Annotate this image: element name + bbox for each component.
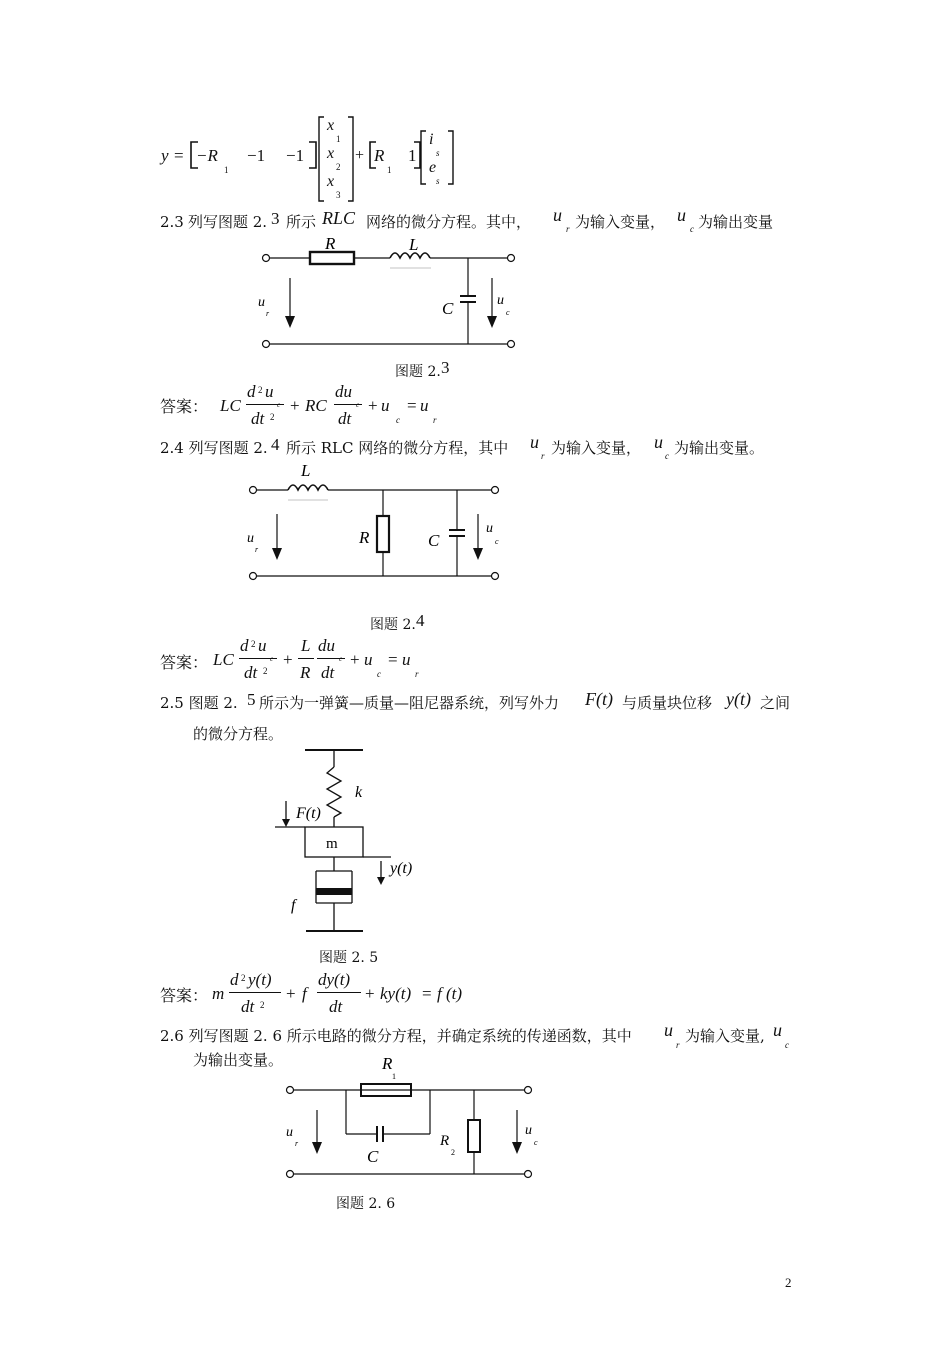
ans-eq: = bbox=[422, 984, 432, 1003]
label-ur: u bbox=[258, 295, 265, 310]
problem-text: 2.4 列写图题 2. bbox=[160, 439, 268, 457]
problem-text: 网络的微分方程。其中， bbox=[366, 213, 532, 231]
ans-ur: u bbox=[420, 396, 429, 415]
ans-eq: = bbox=[407, 396, 417, 415]
var-sub: c bbox=[665, 451, 669, 461]
ans-uc-sub: c bbox=[396, 415, 400, 425]
var-sub: c bbox=[690, 224, 694, 234]
ans-du: du bbox=[335, 382, 352, 401]
label-y: y(t) bbox=[390, 860, 413, 877]
row2-R: R bbox=[374, 146, 385, 165]
ans-LC: LC bbox=[220, 396, 241, 415]
answer-label: 答案： bbox=[160, 653, 209, 672]
page-number: 2 bbox=[785, 1275, 792, 1290]
es: e bbox=[429, 159, 437, 176]
ans-plus: + bbox=[283, 650, 293, 669]
answer-label: 答案： bbox=[160, 397, 209, 416]
problem-number: 2.3 bbox=[160, 213, 184, 231]
matrix-entry-neg-1b: −1 bbox=[286, 146, 305, 165]
ans-two: 2 bbox=[260, 1000, 265, 1010]
label-R2: R bbox=[440, 1133, 450, 1149]
ans-two: 2 bbox=[263, 666, 268, 676]
mechanical-figure-2-5 bbox=[270, 745, 430, 945]
problem-text: 之间 bbox=[760, 694, 791, 712]
ans-du: du bbox=[318, 636, 335, 655]
ans-plus: + bbox=[368, 396, 378, 415]
figure-caption-num: 3 bbox=[441, 358, 450, 377]
label-ur-sub: r bbox=[295, 1139, 299, 1148]
x3-sub: 3 bbox=[336, 190, 341, 200]
eq-y: y bbox=[161, 146, 169, 165]
ans-plus: + bbox=[365, 984, 375, 1003]
figure-caption-num: 4 bbox=[416, 611, 425, 630]
label-uc: u bbox=[486, 521, 493, 536]
figure-caption: 图题 2. 5 bbox=[319, 950, 379, 966]
ans-ur: u bbox=[402, 650, 411, 669]
label-f: f bbox=[291, 897, 296, 914]
label-k: k bbox=[355, 784, 363, 801]
matrix-entry-neg-1a: −1 bbox=[247, 146, 266, 165]
label-uc-sub: c bbox=[534, 1138, 538, 1147]
problem-text: 列写图题 2. bbox=[188, 213, 268, 231]
label-C: C bbox=[367, 1147, 379, 1166]
ans-c: c bbox=[277, 401, 281, 409]
fraction-bar bbox=[229, 992, 281, 993]
var-u: u bbox=[773, 1020, 782, 1040]
problem-text: 为输入变量, bbox=[685, 1027, 765, 1045]
var-sub: c bbox=[785, 1040, 789, 1050]
circuit-figure-2-3 bbox=[255, 236, 525, 354]
es-sub: s bbox=[436, 176, 440, 186]
label-ur: u bbox=[247, 531, 254, 546]
ans-R: R bbox=[300, 663, 311, 682]
problem-text: 的微分方程。 bbox=[193, 725, 284, 743]
ans-plus: + bbox=[286, 984, 296, 1003]
row2-R-sub: 1 bbox=[387, 165, 392, 175]
ans-u: u bbox=[258, 636, 267, 655]
ans-RC: RC bbox=[305, 396, 327, 415]
ans-plus: + bbox=[290, 396, 300, 415]
var-u: u bbox=[664, 1020, 673, 1040]
label-uc-sub: c bbox=[495, 537, 499, 546]
label-R1: R bbox=[382, 1054, 393, 1073]
label-R2-sub: 2 bbox=[451, 1148, 455, 1157]
var-sub: r bbox=[566, 224, 570, 234]
ans-dt: dt bbox=[321, 663, 335, 682]
ans-L: L bbox=[301, 636, 311, 655]
label-L: L bbox=[409, 236, 419, 254]
ans-m: m bbox=[212, 984, 225, 1003]
ans-ky: ky(t) bbox=[380, 984, 412, 1003]
ans-dt: dt bbox=[241, 997, 255, 1016]
problem-text-num: 4 bbox=[271, 435, 280, 454]
ans-two: 2 bbox=[251, 639, 256, 649]
problem-text-num: 3 bbox=[271, 209, 280, 228]
ans-ft: f (t) bbox=[437, 984, 463, 1003]
problem-text: 为输出变量 bbox=[698, 213, 774, 231]
eq-equals: = bbox=[174, 146, 184, 165]
ans-eq: = bbox=[388, 650, 398, 669]
label-uc: u bbox=[525, 1123, 532, 1138]
ans-uc-sub: c bbox=[377, 669, 381, 679]
problem-text-num: 5 bbox=[247, 690, 256, 709]
label-m: m bbox=[326, 836, 338, 852]
x2: x bbox=[327, 145, 335, 162]
problem-text: 为输入变量， bbox=[551, 439, 642, 457]
problem-rlc: RLC bbox=[322, 208, 356, 228]
var-sub: r bbox=[541, 451, 545, 461]
label-C: C bbox=[442, 299, 454, 318]
problem-text: 为输入变量， bbox=[575, 213, 666, 231]
label-C: C bbox=[428, 531, 440, 550]
problem-text: 所示 bbox=[286, 213, 317, 231]
ans-dt: dt bbox=[244, 663, 258, 682]
is-sub: s bbox=[436, 148, 440, 158]
var-u: u bbox=[553, 205, 562, 225]
label-R: R bbox=[359, 528, 370, 547]
circuit-figure-2-6 bbox=[280, 1050, 545, 1190]
var-u: u bbox=[530, 432, 539, 452]
figure-caption: 图题 2. 6 bbox=[336, 1196, 396, 1212]
var-y: y(t) bbox=[726, 689, 751, 709]
x1: x bbox=[327, 117, 335, 134]
problem-text: 为输出变量。 bbox=[193, 1051, 284, 1069]
ans-ur-sub: r bbox=[415, 669, 419, 679]
ans-LC: LC bbox=[213, 650, 234, 669]
is: i bbox=[429, 131, 434, 148]
matrix-entry-sub-1: 1 bbox=[224, 165, 229, 175]
ans-d: d bbox=[230, 970, 239, 989]
ans-d: d bbox=[247, 382, 256, 401]
problem-text: 2.6 列写图题 2. 6 所示电路的微分方程，并确定系统的传递函数，其中 bbox=[160, 1027, 632, 1045]
ans-two: 2 bbox=[258, 385, 263, 395]
ans-plus: + bbox=[350, 650, 360, 669]
ans-dyt: dy(t) bbox=[318, 970, 351, 989]
ans-dt: dt bbox=[338, 409, 352, 428]
problem-text: 所示为一弹簧—质量—阻尼器系统，列写外力 bbox=[259, 694, 560, 712]
problem-text: 为输出变量。 bbox=[674, 439, 765, 457]
figure-caption: 图题 2. bbox=[370, 617, 416, 633]
problem-text: 2.5 图题 2. bbox=[160, 694, 238, 712]
ans-f: f bbox=[302, 984, 307, 1003]
label-ur: u bbox=[286, 1125, 293, 1140]
answer-label: 答案： bbox=[160, 986, 209, 1005]
fraction-bar bbox=[317, 992, 361, 993]
problem-text: 与质量块位移 bbox=[622, 694, 713, 712]
ans-u: u bbox=[265, 382, 274, 401]
matrix-entry-neg-r1: −R bbox=[196, 146, 218, 165]
ans-two: 2 bbox=[270, 412, 275, 422]
ans-dt: dt bbox=[251, 409, 265, 428]
ans-yt: y(t) bbox=[248, 970, 272, 989]
label-F: F(t) bbox=[296, 805, 321, 822]
label-L: L bbox=[301, 461, 311, 480]
ans-dt: dt bbox=[329, 997, 343, 1016]
row2-one: 1 bbox=[408, 146, 417, 165]
eq-plus: + bbox=[355, 147, 365, 164]
ans-c: c bbox=[356, 401, 360, 409]
ans-c: c bbox=[270, 655, 274, 663]
fraction-bar bbox=[298, 658, 314, 659]
label-ur-sub: r bbox=[255, 545, 259, 554]
circuit-figure-2-4 bbox=[240, 458, 510, 586]
ans-c: c bbox=[339, 655, 343, 663]
var-u: u bbox=[654, 432, 663, 452]
label-uc: u bbox=[497, 293, 504, 308]
ans-ur-sub: r bbox=[433, 415, 437, 425]
problem-text: 所示 RLC 网络的微分方程，其中 bbox=[286, 439, 509, 457]
ans-uc: u bbox=[364, 650, 373, 669]
label-R: R bbox=[325, 236, 336, 253]
ans-d: d bbox=[240, 636, 249, 655]
var-sub: r bbox=[676, 1040, 680, 1050]
label-R1-sub: 1 bbox=[392, 1072, 396, 1081]
label-ur-sub: r bbox=[266, 309, 270, 318]
var-F: F(t) bbox=[585, 689, 613, 709]
ans-two: 2 bbox=[241, 973, 246, 983]
ans-uc: u bbox=[381, 396, 390, 415]
figure-caption: 图题 2. bbox=[395, 364, 441, 380]
x1-sub: 1 bbox=[336, 134, 341, 144]
var-u: u bbox=[677, 205, 686, 225]
x3: x bbox=[327, 173, 335, 190]
label-uc-sub: c bbox=[506, 308, 510, 317]
x2-sub: 2 bbox=[336, 162, 341, 172]
